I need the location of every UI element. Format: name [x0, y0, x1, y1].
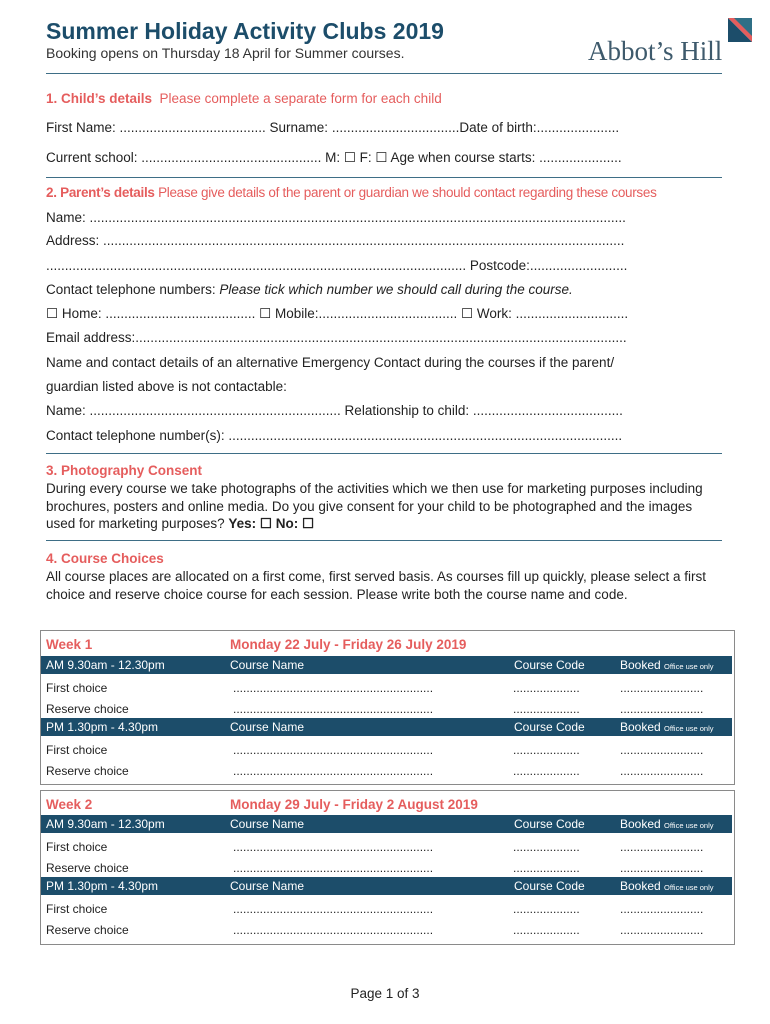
choice-label: Reserve choice [46, 923, 129, 937]
course-code-header: Course Code [514, 817, 585, 831]
choice-label: Reserve choice [46, 764, 129, 778]
contact-numbers-label [46, 282, 720, 297]
choice-label: First choice [46, 840, 108, 854]
booked-field[interactable]: ......................... [620, 923, 704, 937]
booked-field[interactable]: ......................... [620, 702, 704, 716]
emergency-contact-text: Name and contact details of an alternative Emergency Contact during the courses if the parent/ [46, 355, 615, 370]
course-code-field[interactable]: .................... [513, 923, 580, 937]
course-name-field[interactable]: ............................................................ [233, 764, 434, 778]
page-title: Summer Holiday Activity Clubs 2019 [46, 18, 444, 44]
table-row [46, 764, 726, 780]
section-heading-photo: 3. Photography Consent [46, 463, 203, 478]
booked-header [620, 817, 714, 831]
course-code-header: Course Code [514, 658, 585, 672]
divider [46, 540, 722, 541]
week-2-am-header [41, 815, 732, 833]
emergency-contact-text-2: guardian listed above is not contactable: [46, 379, 287, 394]
booked-header [620, 658, 714, 672]
section-heading-parent [46, 185, 657, 200]
booked-label: Booked [620, 817, 661, 831]
week-2-pm-header [41, 877, 732, 895]
choice-label: Reserve choice [46, 702, 129, 716]
photo-consent-yes-no[interactable]: Yes: ☐ No: ☐ [228, 516, 315, 531]
emergency-name-field[interactable]: Name: ................................................................... Relationship to child: ........................................ [46, 403, 623, 418]
choice-label: First choice [46, 681, 108, 695]
table-row [46, 840, 726, 856]
contact-numbers-note: Please tick which number we should call during the course. [219, 282, 573, 297]
contact-numbers-text: Contact telephone numbers: [46, 282, 220, 297]
booked-field[interactable]: ......................... [620, 902, 704, 916]
booked-field[interactable]: ......................... [620, 743, 704, 757]
course-code-field[interactable]: .................... [513, 840, 580, 854]
table-row [46, 743, 726, 759]
divider [46, 73, 722, 74]
parent-postcode-field[interactable]: ................................................................................................................ Postcode:.......................... [46, 258, 628, 273]
session-time: AM 9.30am - 12.30pm [46, 817, 165, 831]
emergency-phone-field[interactable]: Contact telephone number(s): ......................................................................................................... [46, 428, 623, 443]
course-choices-text: All course places are allocated on a first come, first served basis. As courses fill up quickly, please select a first choice and reserve choice course for each session. Please write both the course name and code. [46, 569, 707, 602]
course-name-header: Course Name [230, 817, 305, 831]
session-time: PM 1.30pm - 4.30pm [46, 879, 159, 893]
session-time: PM 1.30pm - 4.30pm [46, 720, 159, 734]
child-school-field[interactable]: Current school: ................................................ M: ☐ F: ☐ Age when course starts: ...................... [46, 150, 622, 165]
divider [46, 177, 722, 178]
section-note-parent: Please give details of the parent or guardian we should contact regarding these courses [158, 185, 657, 200]
session-time: AM 9.30am - 12.30pm [46, 658, 165, 672]
child-name-field[interactable]: First Name: ....................................... Surname: ..................................Date of birth:...................... [46, 120, 620, 135]
course-name-field[interactable]: ............................................................ [233, 861, 434, 875]
course-code-field[interactable]: .................... [513, 743, 580, 757]
week-1-label: Week 1 [46, 637, 93, 652]
course-code-field[interactable]: .................... [513, 861, 580, 875]
week-2-dates: Monday 29 July - Friday 2 August 2019 [230, 797, 478, 812]
table-row [46, 861, 726, 877]
course-code-header: Course Code [514, 720, 585, 734]
page-subtitle: Booking opens on Thursday 18 April for Summer courses. [46, 45, 405, 61]
table-row [46, 702, 726, 718]
course-name-field[interactable]: ............................................................ [233, 702, 434, 716]
table-row [46, 923, 726, 939]
course-name-header: Course Name [230, 658, 305, 672]
course-code-field[interactable]: .................... [513, 764, 580, 778]
week-1-dates: Monday 22 July - Friday 26 July 2019 [230, 637, 467, 652]
photo-consent-body: During every course we take photographs of the activities which we then use for marketing purposes including brochures, posters and online media. Do you give consent for your child to be photographed and the images used for marketing purposes? [46, 481, 703, 531]
course-code-field[interactable]: .................... [513, 681, 580, 695]
course-name-header: Course Name [230, 720, 305, 734]
booked-header [620, 879, 714, 893]
school-logo: Abbot’s Hill [588, 36, 723, 66]
section-heading-courses: 4. Course Choices [46, 551, 164, 566]
week-1-am-header [41, 656, 732, 674]
course-code-field[interactable]: .................... [513, 902, 580, 916]
section-heading-child-title: 1. Child’s details [46, 91, 153, 106]
section-heading-parent-title: 2. Parent’s details [46, 185, 155, 200]
office-use-label: Office use only [664, 821, 714, 830]
email-field[interactable]: Email address:................................................................................................................................... [46, 330, 627, 345]
week-2-label: Week 2 [46, 797, 93, 812]
section-note-child: Please complete a separate form for each child [159, 91, 442, 106]
booked-label: Booked [620, 658, 661, 672]
office-use-label: Office use only [664, 724, 714, 733]
section-heading-child [46, 91, 442, 106]
office-use-label: Office use only [664, 662, 714, 671]
choice-label: First choice [46, 902, 108, 916]
divider [46, 453, 722, 454]
booked-field[interactable]: ......................... [620, 681, 704, 695]
course-name-field[interactable]: ............................................................ [233, 923, 434, 937]
parent-address-field[interactable]: Address: ........................................................................................................................................... [46, 233, 625, 248]
abbots-hill-logo-icon [728, 18, 752, 42]
booked-field[interactable]: ......................... [620, 840, 704, 854]
choice-label: Reserve choice [46, 861, 129, 875]
course-name-field[interactable]: ............................................................ [233, 681, 434, 695]
booked-header [620, 720, 714, 734]
page-number: Page 1 of 3 [350, 986, 420, 1001]
photo-consent-text [46, 480, 722, 533]
booked-field[interactable]: ......................... [620, 861, 704, 875]
course-code-header: Course Code [514, 879, 585, 893]
course-name-field[interactable]: ............................................................ [233, 743, 434, 757]
table-row [46, 681, 726, 697]
parent-name-field[interactable]: Name: ............................................................................................................................................... [46, 210, 626, 225]
phone-fields[interactable]: ☐ Home: ........................................ ☐ Mobile:..................................... ☐ Work: .............................. [46, 306, 629, 321]
office-use-label: Office use only [664, 883, 714, 892]
course-name-field[interactable]: ............................................................ [233, 840, 434, 854]
week-1-pm-header [41, 718, 732, 736]
booked-label: Booked [620, 879, 661, 893]
course-code-field[interactable]: .................... [513, 702, 580, 716]
course-name-header: Course Name [230, 879, 305, 893]
booked-label: Booked [620, 720, 661, 734]
table-row [46, 902, 726, 918]
booked-field[interactable]: ......................... [620, 764, 704, 778]
choice-label: First choice [46, 743, 108, 757]
course-name-field[interactable]: ............................................................ [233, 902, 434, 916]
